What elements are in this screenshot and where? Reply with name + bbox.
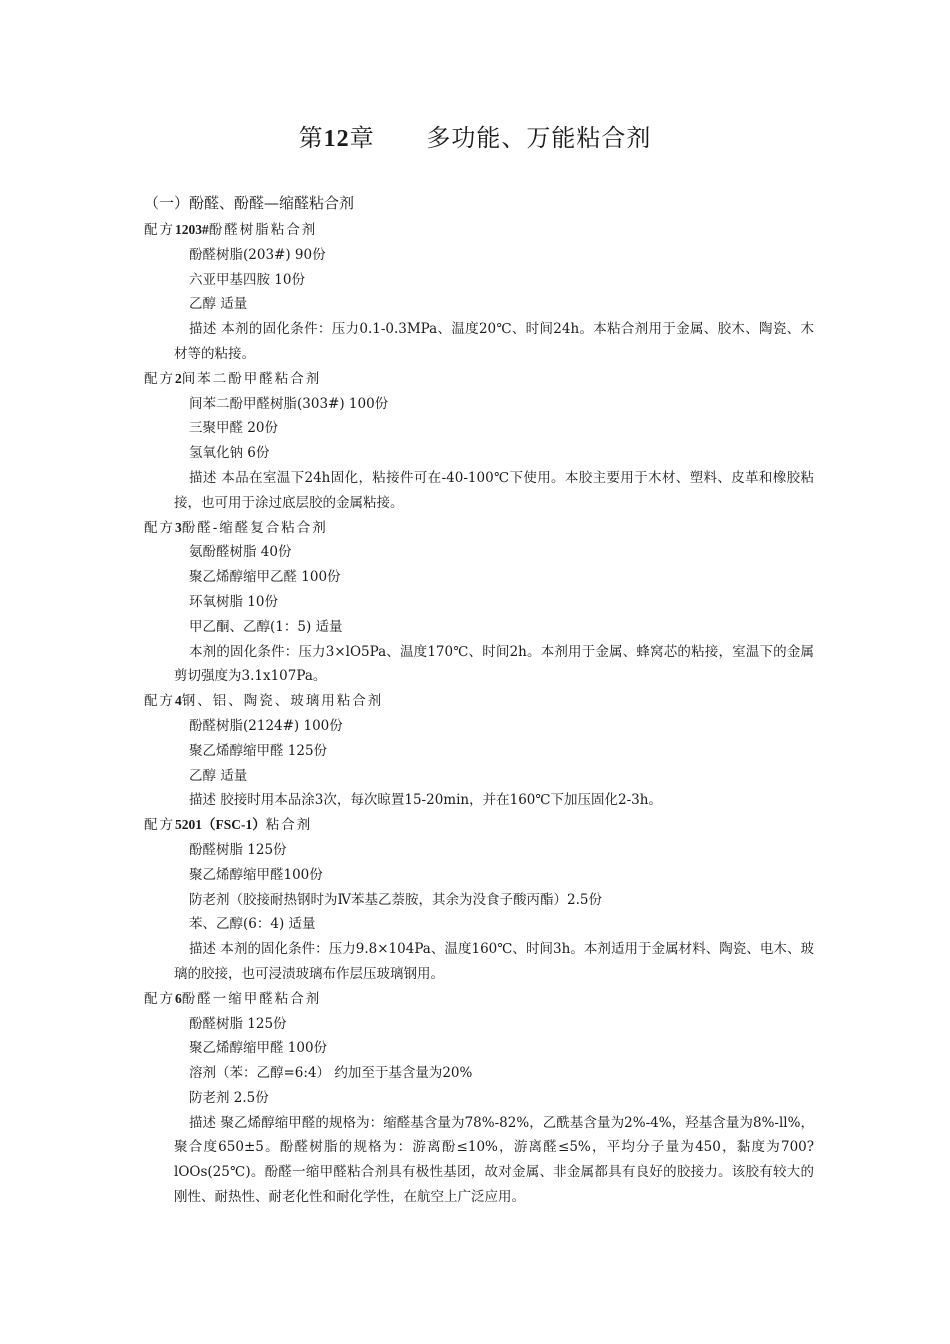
recipe-label: 配方 bbox=[144, 222, 175, 238]
recipe-id: 5201（FSC-1） bbox=[175, 817, 266, 833]
ingredient-line: 聚乙烯醇缩甲乙醛 100份 bbox=[189, 569, 341, 586]
recipe-description: 描述 本品在室温下24h固化，粘接件可在-40-100℃下使用。本胶主要用于木材、塑料、皮革和橡胶粘接，也可用于涂过底层胶的金属粘接。 bbox=[174, 469, 814, 511]
chapter-title bbox=[0, 118, 950, 153]
recipe-name: 钢、铝、陶瓷、玻璃用粘合剂 bbox=[181, 693, 384, 710]
ingredient-line: 乙醇 适量 bbox=[189, 296, 248, 313]
ingredient-line: 聚乙烯醇缩甲醛100份 bbox=[189, 866, 323, 883]
recipe-heading bbox=[144, 689, 814, 714]
recipe-name: 间苯二酚甲醛粘合剂 bbox=[181, 370, 322, 387]
ingredient-line: 甲乙酮、乙醇(1：5) 适量 bbox=[189, 618, 343, 635]
ingredient-line: 酚醛树脂(203#) 90份 bbox=[189, 246, 326, 263]
ingredient-line: 酚醛树脂 125份 bbox=[189, 1015, 287, 1032]
section-heading: （一）酚醛、酚醛—缩醛粘合剂 bbox=[144, 194, 355, 212]
recipe-name: 酚醛一缩甲醛粘合剂 bbox=[181, 990, 322, 1007]
recipe-list bbox=[144, 218, 814, 1210]
recipe-heading bbox=[144, 367, 814, 392]
ingredient-line: 六亚甲基四胺 10份 bbox=[189, 271, 305, 288]
ingredient-line: 间苯二酚甲醛树脂(303#) 100份 bbox=[189, 395, 389, 412]
ingredient-line: 酚醛树脂(2124#) 100份 bbox=[189, 717, 343, 734]
ingredient-line: 三聚甲醛 20份 bbox=[189, 420, 278, 437]
recipe-id: 1203# bbox=[175, 222, 209, 237]
chapter-prefix: 第 bbox=[298, 124, 324, 152]
ingredient-line: 苯、乙醇(6：4) 适量 bbox=[189, 916, 316, 933]
recipe-id: 3 bbox=[175, 519, 182, 535]
chapter-name: 多功能、万能粘合剂 bbox=[426, 124, 652, 152]
ingredient-line: 防老剂 2.5份 bbox=[189, 1089, 269, 1106]
recipe-id: 2 bbox=[175, 370, 182, 386]
ingredient-line: 乙醇 适量 bbox=[189, 767, 248, 784]
recipe-id: 4 bbox=[175, 693, 182, 709]
recipe-name: 酚醛树脂粘合剂 bbox=[208, 222, 318, 238]
recipe-name: 酚醛-缩醛复合粘合剂 bbox=[181, 519, 328, 536]
recipe-description: 本剂的固化条件：压力3×lO5Pa、温度170℃、时间2h。本剂用于金属、蜂窝芯的粘接，室温下的金属剪切强度为3.1x107Pa。 bbox=[174, 643, 814, 685]
ingredient-line: 氨酚醛树脂 40份 bbox=[189, 544, 292, 561]
recipe-description: 描述 本剂的固化条件：压力0.1-0.3MPa、温度20℃、时间24h。本粘合剂用于金属、胶木、陶瓷、木材等的粘接。 bbox=[174, 321, 814, 362]
recipe-description: 描述 聚乙烯醇缩甲醛的规格为：缩醛基含量为78%-82%，乙酰基含量为2%-4%，羟基含量为8%-ll%，聚合度650±5。酚醛树脂的规格为：游离酚≤10%，游离醛≤5%，平均分子量为450，黏度为700?lOOs(25℃)。酚醛一缩甲醛粘合剂具有极性基团，故对金属、非金属都具有良好的胶接力。该胶有较大的刚性、耐热性、耐老化性和耐化学性，在航空上广泛应用。 bbox=[174, 1114, 814, 1206]
ingredient-line: 溶剂（苯：乙醇=6:4） 约加至于基含量为20% bbox=[189, 1065, 473, 1082]
recipe-heading bbox=[144, 516, 814, 541]
recipe-heading bbox=[144, 813, 814, 838]
chapter-number: 12 bbox=[323, 126, 350, 152]
recipe-label: 配方 bbox=[144, 817, 175, 834]
ingredient-line: 环氧树脂 10份 bbox=[189, 593, 278, 610]
recipe-label: 配方 bbox=[144, 519, 175, 536]
ingredient-line: 聚乙烯醇缩甲醛 100份 bbox=[189, 1040, 328, 1057]
recipe-id: 6 bbox=[175, 990, 182, 1006]
ingredient-line: 氢氧化钠 6份 bbox=[189, 445, 270, 462]
recipe-description: 描述 胶接时用本品涂3次，每次晾置15-20min，并在160℃下加压固化2-3h。 bbox=[189, 792, 662, 809]
recipe-description: 描述 本剂的固化条件：压力9.8×104Pa、温度160℃、时间3h。本剂适用于金属材料、陶瓷、电木、玻璃的胶接，也可浸渍玻璃布作层压玻璃钢用。 bbox=[174, 941, 814, 982]
recipe-heading bbox=[144, 218, 814, 243]
recipe-name: 粘合剂 bbox=[265, 817, 313, 834]
ingredient-line: 防老剂（胶接耐热钢时为Ⅳ苯基乙萘胺，其余为没食子酸丙酯）2.5份 bbox=[189, 891, 602, 908]
chapter-suffix: 章 bbox=[349, 124, 375, 152]
recipe-heading bbox=[144, 987, 814, 1012]
ingredient-line: 聚乙烯醇缩甲醛 125份 bbox=[189, 742, 328, 759]
ingredient-line: 酚醛树脂 125份 bbox=[189, 841, 287, 858]
recipe-label: 配方 bbox=[144, 693, 175, 710]
recipe-label: 配方 bbox=[144, 370, 175, 387]
recipe-label: 配方 bbox=[144, 990, 175, 1007]
